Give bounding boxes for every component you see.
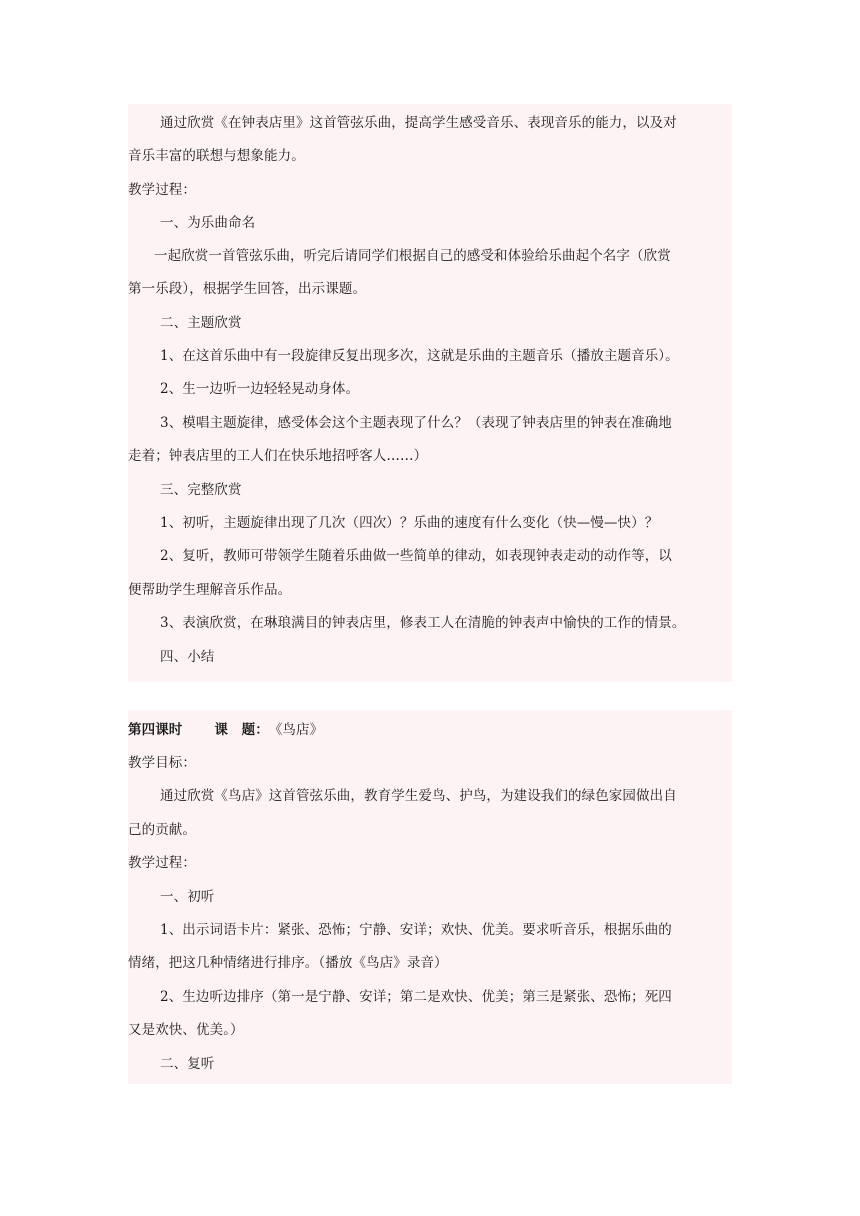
step-1-item-2-line-2: 又是欢快、优美。） <box>128 1022 244 1038</box>
step-1-paragraph-line-1: 一起欣赏一首管弦乐曲，听完后请同学们根据自己的感受和体验给乐曲起个名字（欣赏 <box>154 248 671 264</box>
step-2-heading: 二、主题欣赏 <box>160 315 242 331</box>
lesson-title-line <box>128 721 732 739</box>
process-label: 教学过程： <box>128 855 196 871</box>
step-1-heading: 一、为乐曲命名 <box>160 215 256 231</box>
process-label: 教学过程： <box>128 182 196 198</box>
step-2-item-3-line-2: 走着；钟表店里的工人们在快乐地招呼客人……） <box>128 448 428 464</box>
step-3-heading: 三、完整欣赏 <box>160 482 242 498</box>
objective-paragraph-line-1: 通过欣赏《在钟表店里》这首管弦乐曲，提高学生感受音乐、表现音乐的能力，以及对 <box>160 115 677 131</box>
objective-paragraph-line-2: 音乐丰富的联想与想象能力。 <box>128 148 305 164</box>
step-3-item-2-line-2: 便帮助学生理解音乐作品。 <box>128 582 292 598</box>
step-4-heading: 四、小结 <box>160 649 215 665</box>
step-1-heading: 一、初听 <box>160 889 215 905</box>
step-1-item-1-line-2: 情绪，把这几种情绪进行排序。（播放《鸟店》录音） <box>128 955 448 971</box>
step-3-item-2-line-1: 2、复听，教师可带领学生随着乐曲做一些简单的律动，如表现钟表走动的动作等，以 <box>160 548 672 564</box>
objective-label: 教学目标： <box>128 755 196 771</box>
step-2-item-3-line-1: 3、模唱主题旋律，感受体会这个主题表现了什么？（表现了钟表店里的钟表在准确地 <box>160 415 672 431</box>
step-3-item-3: 3、表演欣赏，在琳琅满目的钟表店里，修表工人在清脆的钟表声中愉快的工作的情景。 <box>160 615 686 631</box>
step-1-paragraph-line-2: 第一乐段），根据学生回答，出示课题。 <box>128 281 367 297</box>
step-2-item-2: 2、生一边听一边轻轻晃动身体。 <box>160 381 360 397</box>
lesson-section-clock-shop <box>128 104 732 682</box>
objective-paragraph-line-2: 己的贡献。 <box>128 822 196 838</box>
topic-label: 课 题： <box>214 722 269 738</box>
lesson-number-label: 第四课时 <box>128 722 183 738</box>
step-1-item-1-line-1: 1、出示词语卡片：紧张、恐怖；宁静、安详；欢快、优美。要求听音乐，根据乐曲的 <box>160 922 672 938</box>
step-2-heading: 二、复听 <box>160 1056 215 1072</box>
objective-paragraph-line-1: 通过欣赏《鸟店》这首管弦乐曲，教育学生爱鸟、护鸟，为建设我们的绿色家园做出自 <box>160 788 677 804</box>
lesson-section-bird-shop <box>128 710 732 1084</box>
step-3-item-1: 1、初听，主题旋律出现了几次（四次）？乐曲的速度有什么变化（快—慢—快）？ <box>160 515 659 531</box>
step-1-item-2-line-1: 2、生边听边排序（第一是宁静、安详；第二是欢快、优美；第三是紧张、恐怖；死四 <box>160 989 672 1005</box>
topic-value: 《鸟店》 <box>268 722 324 738</box>
step-2-item-1: 1、在这首乐曲中有一段旋律反复出现多次，这就是乐曲的主题音乐（播放主题音乐）。 <box>160 348 679 364</box>
